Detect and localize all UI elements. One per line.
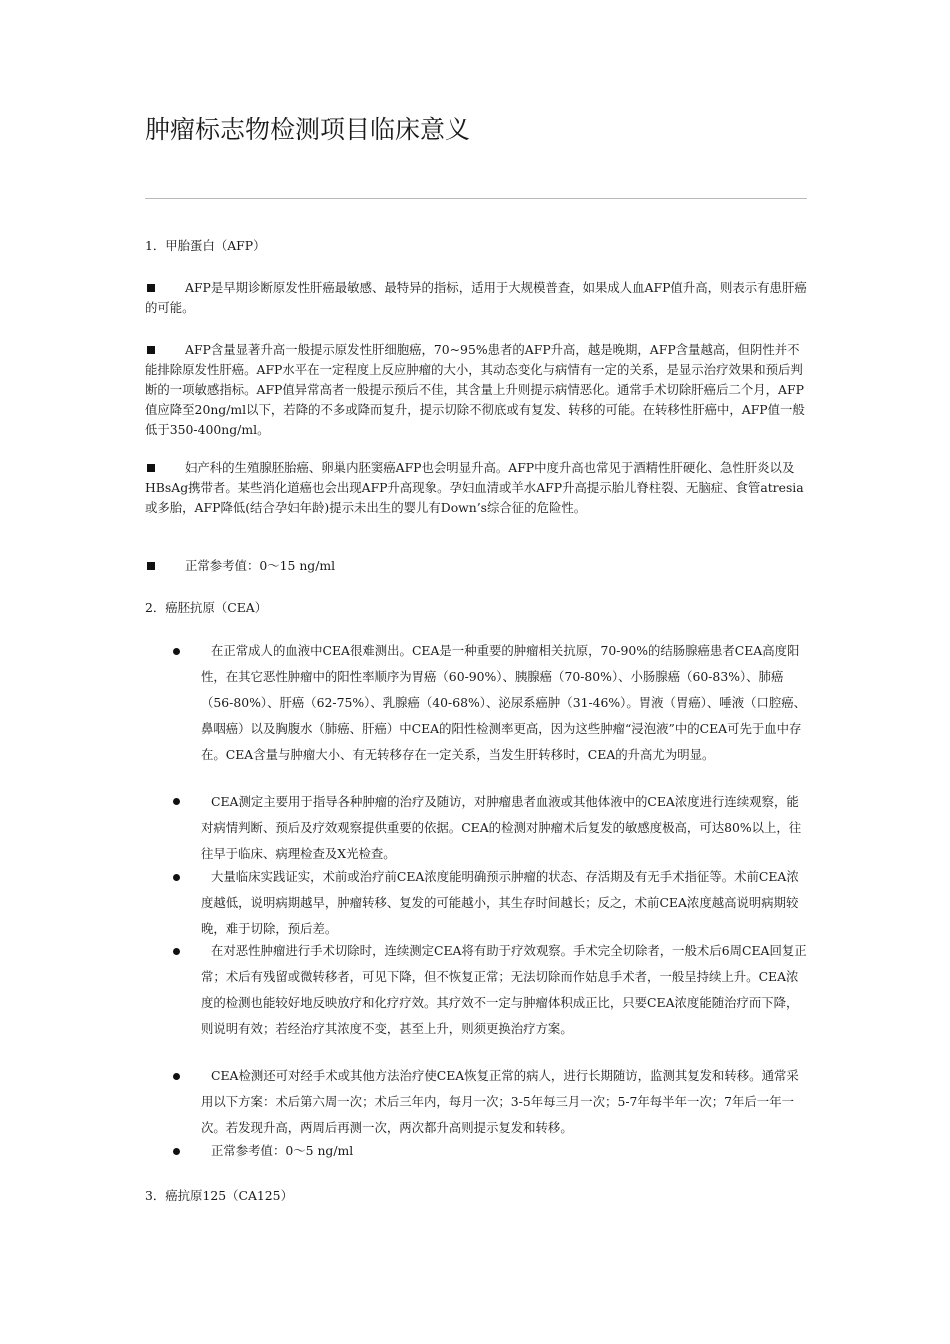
list-item (201, 789, 807, 867)
afp-paragraph-text: 妇产科的生殖腺胚胎癌、卵巢内胚窦癌AFP也会明显升高。AFP中度升高也常见于酒精性肝硬化、急性肝炎以及HBsAg携带者。某些消化道癌也会出现AFP升高现象。孕妇血清或羊水AFP升高提示胎儿脊柱裂、无脑症、食管atresia或多胎，AFP降低(结合孕妇年龄)提示未出生的婴儿有Down’s综合征的危险性。 (145, 460, 804, 515)
list-item-text: CEA检测还可对经手术或其他方法治疗使CEA恢复正常的病人，进行长期随访，监测其复发和转移。通常采用以下方案：术后第六周一次；术后三年内，每月一次；3-5年每三月一次；5-7年每半年一次；7年后一年一次。若发现升高，两周后再测一次，两次都升高则提示复发和转移。 (201, 1068, 799, 1135)
list-item-text: CEA测定主要用于指导各种肿瘤的治疗及随访，对肿瘤患者血液或其他体液中的CEA浓度进行连续观察，能对病情判断、预后及疗效观察提供重要的依据。CEA的检测对肿瘤术后复发的敏感度极高，可达80%以上，往往早于临床、病理检查及X光检查。 (201, 794, 802, 861)
afp-reference-value (145, 556, 807, 576)
list-item-text: 在正常成人的血液中CEA很难测出。CEA是一种重要的肿瘤相关抗原，70-90%的结肠腺癌患者CEA高度阳性，在其它恶性肿瘤中的阳性率顺序为胃癌（60-90%）、胰腺癌（70-80%）、小肠腺癌（60-83%）、肺癌（56-80%）、肝癌（62-75%）、乳腺癌（40-68%）、泌尿系癌肿（31-46%）。胃液（胃癌）、唾液（口腔癌、鼻咽癌）以及胸腹水（肺癌、肝癌）中CEA的阳性检测率更高，因为这些肿瘤“浸泡液”中的CEA可先于血中存在。CEA含量与肿瘤大小、有无转移存在一定关系，当发生肝转移时，CEA的升高尤为明显。 (201, 643, 807, 762)
list-item-text: 大量临床实践证实，术前或治疗前CEA浓度能明确预示肿瘤的状态、存活期及有无手术指征等。术前CEA浓度越低，说明病期越早，肿瘤转移、复发的可能越小，其生存时间越长；反之，术前CEA浓度越高说明病期较晚，难于切除，预后差。 (201, 869, 799, 936)
section-heading-cea: 2．癌胚抗原（CEA） (145, 600, 268, 615)
afp-paragraph (145, 278, 807, 318)
afp-reference-text: 正常参考值：0～15 ng/ml (185, 558, 336, 573)
afp-paragraph (145, 458, 807, 518)
round-bullet-icon (173, 948, 180, 955)
round-bullet-icon (173, 1148, 180, 1155)
section-heading-afp: 1．甲胎蛋白（AFP） (145, 238, 266, 253)
afp-paragraph-text: AFP是早期诊断原发性肝癌最敏感、最特异的指标，适用于大规模普查，如果成人血AFP值升高，则表示有患肝癌的可能。 (145, 280, 807, 315)
round-bullet-icon (173, 874, 180, 881)
title-divider (145, 198, 807, 199)
list-item-text: 正常参考值：0～5 ng/ml (211, 1143, 354, 1158)
afp-paragraph-text: AFP含量显著升高一般提示原发性肝细胞癌，70~95%患者的AFP升高，越是晚期，AFP含量越高，但阴性并不能排除原发性肝癌。AFP水平在一定程度上反应肿瘤的大小，其动态变化与病情有一定的关系，是显示治疗效果和预后判断的一项敏感指标。AFP值异常高者一般提示预后不佳，其含量上升则提示病情恶化。通常手术切除肝癌后二个月，AFP值应降至20ng/ml以下，若降的不多或降而复升，提示切除不彻底或有复发、转移的可能。在转移性肝癌中，AFP值一般低于350-400ng/ml。 (145, 342, 805, 437)
list-item (201, 864, 807, 942)
list-item (201, 1063, 807, 1141)
list-item (201, 1138, 807, 1164)
round-bullet-icon (173, 648, 180, 655)
afp-paragraph (145, 340, 807, 440)
section-heading-ca125: 3．癌抗原125（CA125） (145, 1188, 293, 1203)
round-bullet-icon (173, 798, 180, 805)
list-item-text: 在对恶性肿瘤进行手术切除时，连续测定CEA将有助于疗效观察。手术完全切除者，一般术后6周CEA回复正常；术后有残留或微转移者，可见下降，但不恢复正常；无法切除而作姑息手术者，一般呈持续上升。CEA浓度的检测也能较好地反映放疗和化疗疗效。其疗效不一定与肿瘤体积成正比，只要CEA浓度能随治疗而下降，则说明有效；若经治疗其浓度不变，甚至上升，则须更换治疗方案。 (201, 943, 807, 1036)
list-item (201, 638, 807, 768)
round-bullet-icon (173, 1073, 180, 1080)
page-title: 肿瘤标志物检测项目临床意义 (145, 115, 471, 144)
list-item (201, 938, 807, 1042)
